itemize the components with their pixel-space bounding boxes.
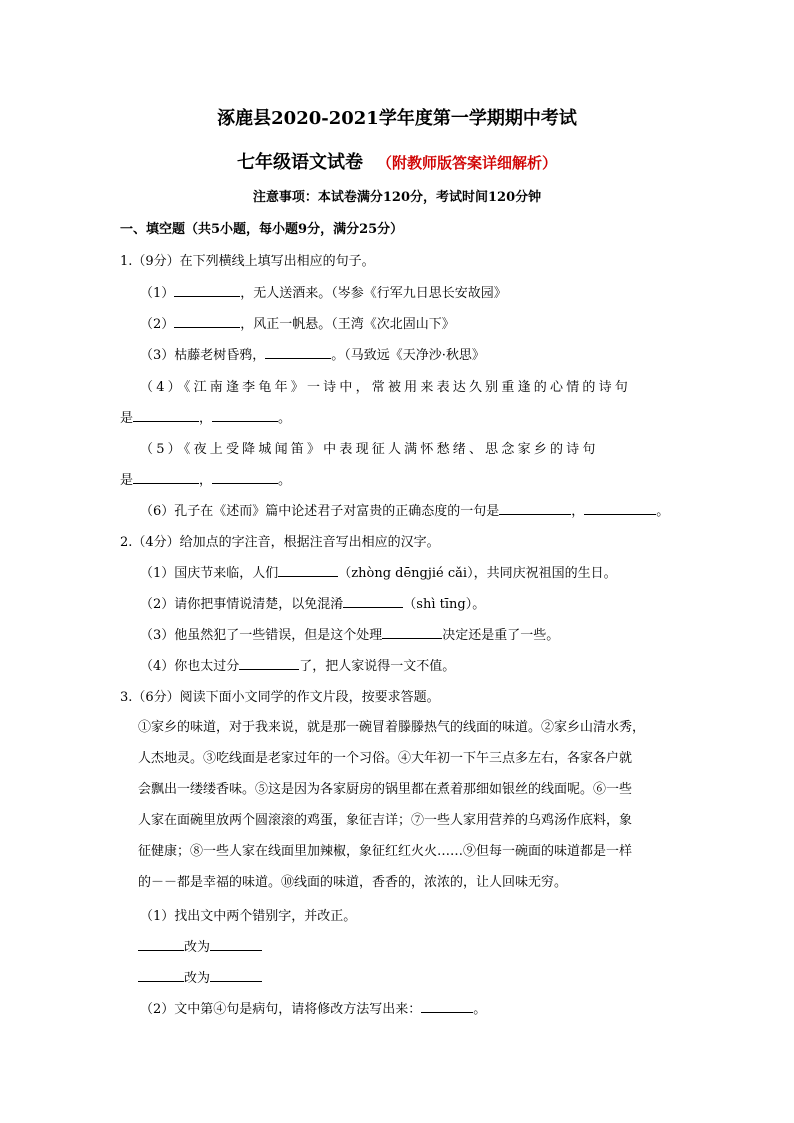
answer-blank[interactable] [343, 595, 403, 608]
period: 。 [278, 411, 292, 426]
correction-row [138, 936, 698, 955]
q2-item-1-text: （1）国庆节来临，人们 [140, 566, 279, 581]
q1-item-2-text: ，风正一帆悬。（王湾《次北固山下》 [240, 317, 455, 332]
q2-item-4-rest: 了，把人家说得一文不值。 [299, 659, 456, 674]
exam-subtitle [0, 148, 794, 174]
section-heading: 一、填空题（共5小题，每小题9分，满分25分） [120, 222, 404, 237]
q1-item-6 [140, 500, 680, 519]
exam-notice: 注意事项：本试卷满分120分，考试时间120分钟 [252, 190, 542, 205]
q1-item-2 [140, 313, 680, 332]
q2-item-4 [140, 655, 680, 674]
period: 。 [473, 1002, 487, 1017]
answer-blank[interactable] [584, 502, 656, 515]
answer-blank[interactable] [265, 346, 331, 359]
subtitle-note: （附教师版答案详细解析） [376, 154, 557, 172]
q2-item-3 [140, 624, 680, 643]
passage-line: 会飘出一缕缕香味。⑤这是因为各家厨房的锅里都在煮着那细如银丝的线面呢。⑥一些 [138, 782, 633, 797]
answer-blank[interactable] [174, 315, 240, 328]
subtitle-text: 七年级语文试卷 [236, 152, 363, 173]
q1-item-3-text: 。（马致远《天净沙·秋思》 [331, 348, 485, 363]
answer-blank[interactable] [210, 969, 262, 982]
q1-item-3-label: （3）枯藤老树昏鸦， [140, 348, 266, 363]
answer-blank[interactable] [212, 471, 278, 484]
answer-blank[interactable] [133, 409, 199, 422]
q1-item-1 [140, 282, 680, 301]
q3-sub-2-text: （2）文中第④句是病句，请将修改方法写出来： [140, 1002, 422, 1017]
q1-item-2-label: （2） [140, 317, 175, 332]
period: 。 [656, 504, 670, 519]
exam-title: 涿鹿县2020-2021学年度第一学期期中考试 [217, 108, 577, 129]
period: 。 [278, 473, 292, 488]
q2-item-3-text: （3）他虽然犯了一些错误，但是这个处理 [140, 628, 383, 643]
answer-blank[interactable] [278, 564, 338, 577]
correction-row [138, 967, 698, 986]
passage-line: 人家在面碗里放两个圆滚滚的鸡蛋，象征吉详；⑦一些人家用营养的乌鸡汤作底料，象 [138, 813, 633, 828]
answer-blank[interactable] [499, 502, 571, 515]
q1-item-5-prefix: 是 [120, 473, 134, 488]
q1-item-4-prefix: 是 [120, 411, 134, 426]
comma: ， [199, 473, 213, 488]
passage-line: 征健康；⑧一些人家在线面里加辣椒，象征红红火火……⑨但每一碗面的味道都是一样 [138, 844, 633, 859]
q2-item-2 [140, 593, 680, 612]
answer-blank[interactable] [212, 409, 278, 422]
answer-blank[interactable] [239, 657, 299, 670]
comma: ， [571, 504, 585, 519]
answer-blank[interactable] [421, 1000, 473, 1013]
q1-item-5-answer [120, 469, 680, 488]
question-1-stem: 1.（9分）在下列横线上填写出相应的句子。 [120, 254, 375, 269]
change-to-label: 改为 [184, 971, 211, 986]
q1-item-1-label: （1） [140, 286, 175, 301]
passage-line: ①家乡的味道，对于我来说，就是那一碗冒着滕滕热气的线面的味道。②家乡山清水秀， [138, 720, 646, 735]
change-to-label: 改为 [184, 940, 211, 955]
q1-item-6-text: （6）孔子在《述而》篇中论述君子对富贵的正确态度的一句是 [140, 504, 500, 519]
answer-blank[interactable] [133, 471, 199, 484]
q2-item-4-text: （4）你也太过分 [140, 659, 240, 674]
q2-item-1-pinyin: （zhòng dēngjié cǎi），共同庆祝祖国的生日。 [338, 566, 617, 581]
q1-item-4: （4）《江南逢李龟年》一诗中，常被用来表达久别重逢的心情的诗句 [140, 380, 631, 395]
q3-sub-1: （1）找出文中两个错别字，并改正。 [140, 909, 357, 924]
answer-blank[interactable] [138, 969, 184, 982]
q1-item-1-text: ，无人送酒来。（岑参《行军九日思长安故园》 [240, 286, 507, 301]
q2-item-1 [140, 562, 680, 581]
q1-item-3 [140, 344, 680, 363]
question-2-stem: 2.（4分）给加点的字注音，根据注音写出相应的汉字。 [120, 535, 440, 550]
q1-item-4-answer [120, 407, 680, 426]
answer-blank[interactable] [382, 626, 442, 639]
comma: ， [199, 411, 213, 426]
q2-item-2-text: （2）请你把事情说清楚，以免混淆 [140, 597, 344, 612]
answer-blank[interactable] [174, 284, 240, 297]
question-3-stem: 3.（6分）阅读下面小文同学的作文片段，按要求答题。 [120, 690, 440, 705]
q3-sub-2 [140, 998, 680, 1017]
q1-item-5: （5）《夜上受降城闻笛》中表现征人满怀愁绪、思念家乡的诗句 [140, 442, 599, 457]
passage-line: 人杰地灵。③吃线面是老家过年的一个习俗。④大年初一下午三点多左右，各家各户就 [138, 751, 633, 766]
passage-line: 的－－都是幸福的味道。⑩线面的味道，香香的，浓浓的，让人回味无穷。 [138, 875, 568, 890]
answer-blank[interactable] [210, 938, 262, 951]
q2-item-3-rest: 决定还是重了一些。 [442, 628, 560, 643]
q2-item-2-pinyin: （shì tīng）。 [403, 597, 486, 612]
answer-blank[interactable] [138, 938, 184, 951]
